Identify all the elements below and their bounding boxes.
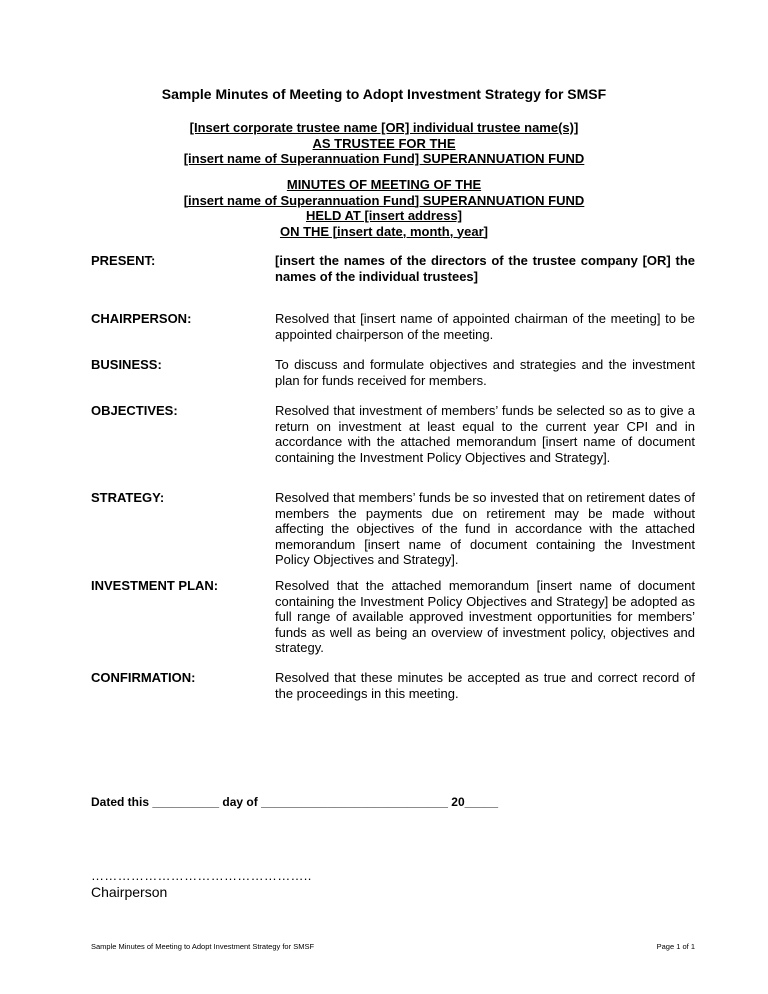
trustee-block [0, 120, 768, 167]
dated-line: Dated this __________ day of ____________________________ 20_____ [91, 795, 499, 809]
section-label: OBJECTIVES: [91, 403, 178, 418]
signature-line: ………………………………………….. [91, 868, 312, 883]
section-label: PRESENT: [91, 253, 156, 268]
section-label: STRATEGY: [91, 490, 165, 505]
section-text: Resolved that the attached memorandum [insert name of document containing the Investment Policy Objectives and Strategy] be adopted as full range of available approved investment opportunities for members’ funds as well as being an overview of investment policy, objectives and strategy. [275, 578, 695, 655]
trustee-line: [Insert corporate trustee name [OR] individual trustee name(s)] [189, 120, 579, 135]
meeting-block [0, 177, 768, 239]
section-text: [insert the names of the directors of the trustee company [OR] the names of the individual trustees] [275, 253, 695, 284]
footer-title: Sample Minutes of Meeting to Adopt Investment Strategy for SMSF [91, 942, 315, 951]
meeting-line: MINUTES OF MEETING OF THE [286, 177, 482, 192]
section-label: CHAIRPERSON: [91, 311, 192, 326]
section-label: CONFIRMATION: [91, 670, 196, 685]
page-title: Sample Minutes of Meeting to Adopt Investment Strategy for SMSF [161, 86, 607, 102]
section-label: BUSINESS: [91, 357, 162, 372]
trustee-line: AS TRUSTEE FOR THE [312, 135, 456, 151]
section-label: INVESTMENT PLAN: [91, 578, 219, 593]
section-text: To discuss and formulate objectives and strategies and the investment plan for funds received for members. [275, 357, 695, 388]
section-text: Resolved that members’ funds be so invested that on retirement dates of members the payments due on retirement may be made without affecting the objectives of the fund in accordance with the attached memorandum [insert name of document containing the Investment Policy Objectives and Strategy]. [275, 490, 695, 567]
section-text: Resolved that [insert name of appointed chairman of the meeting] to be appointed chairperson of the meeting. [275, 311, 695, 342]
footer-page-number: Page 1 of 1 [656, 942, 695, 951]
section-text: Resolved that investment of members’ funds be selected so as to give a return on investment at least equal to the current year CPI and in accordance with the attached memorandum [insert name of document containing the Investment Policy Objectives and Strategy]. [275, 403, 695, 465]
trustee-line: [insert name of Superannuation Fund] SUPERANNUATION FUND [183, 151, 585, 166]
section-text: Resolved that these minutes be accepted as true and correct record of the proceedings in this meeting. [275, 670, 695, 701]
meeting-line: HELD AT [insert address] [305, 208, 463, 223]
meeting-line: [insert name of Superannuation Fund] SUPERANNUATION FUND [183, 192, 585, 208]
signature-role: Chairperson [91, 884, 168, 900]
meeting-line: ON THE [insert date, month, year] [279, 223, 489, 239]
